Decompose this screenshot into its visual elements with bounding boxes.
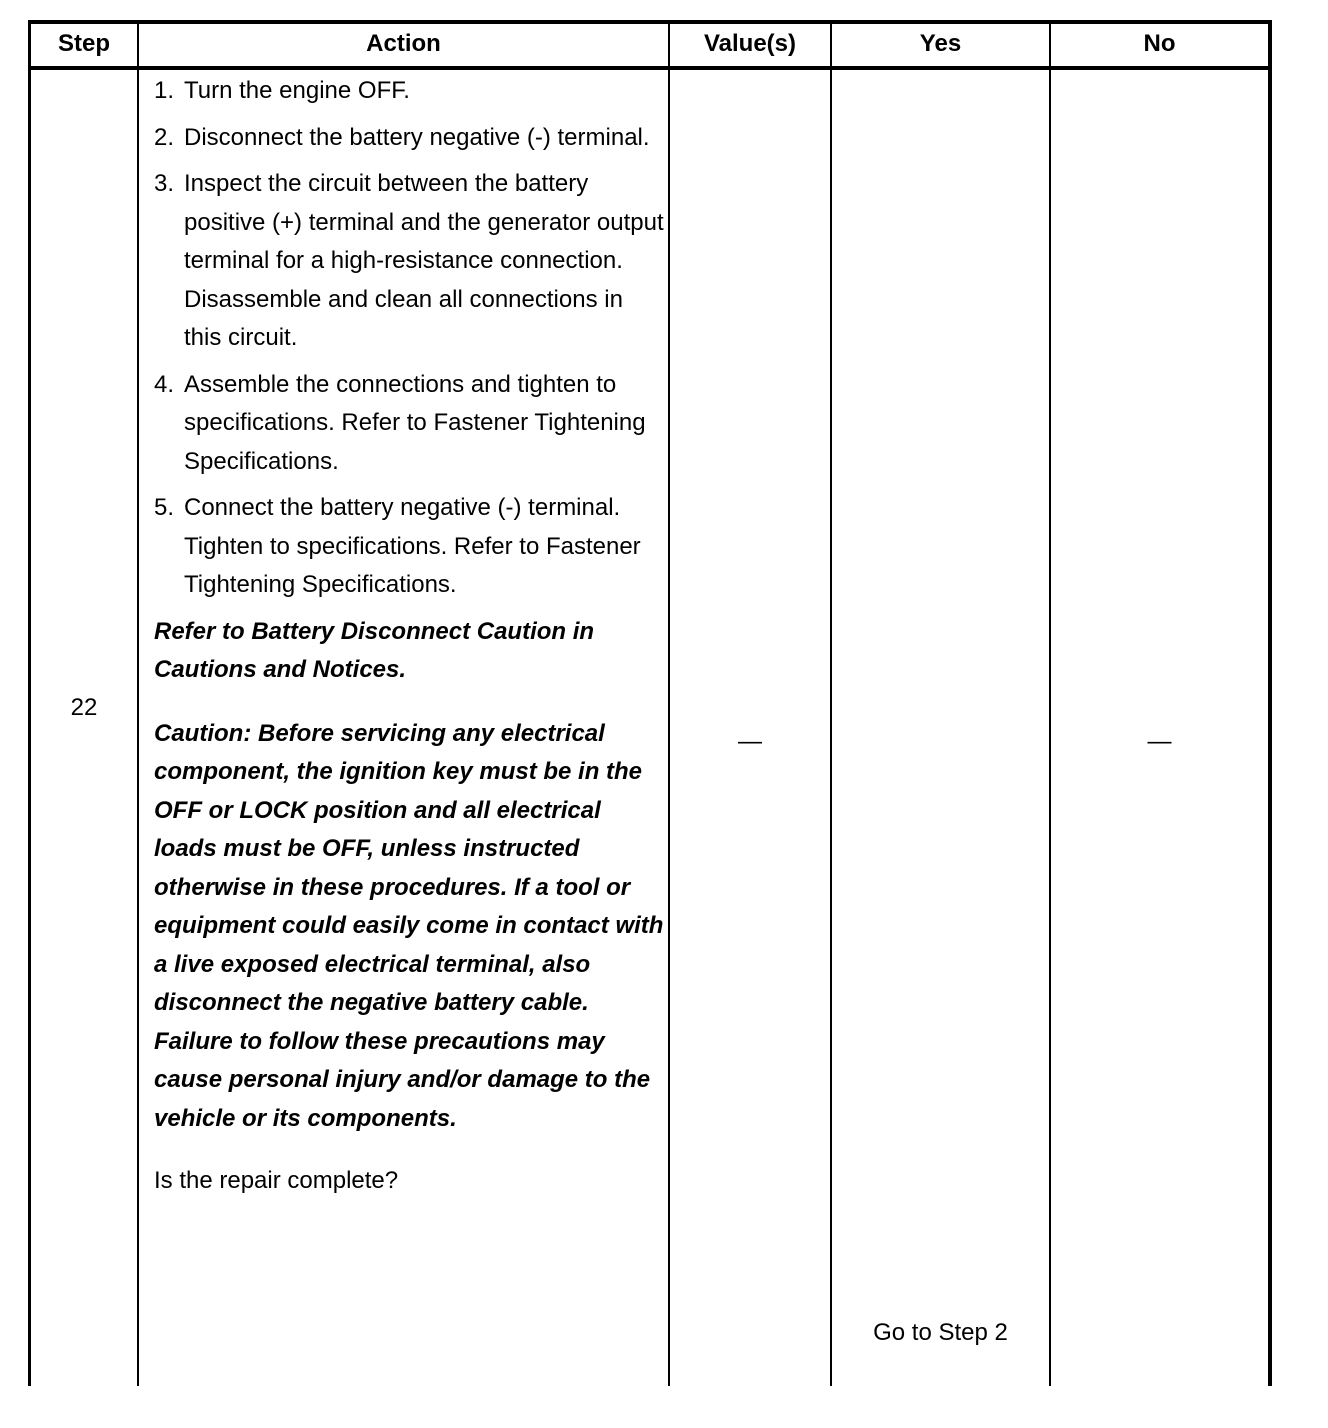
- diagnostic-table: [28, 20, 1272, 1386]
- action-step-text: Disconnect the battery negative (-) terminal.: [184, 123, 650, 151]
- header-yes: Yes: [919, 30, 962, 57]
- no-cell: —: [1147, 728, 1172, 755]
- header-values: Value(s): [703, 30, 797, 57]
- header-step: Step: [57, 30, 110, 57]
- action-step: [154, 366, 664, 482]
- battery-disconnect-reference: Refer to Battery Disconnect Caution in Cautions and Notices.: [154, 617, 595, 683]
- header-divider: [28, 66, 1272, 70]
- header-action: Action: [366, 30, 441, 57]
- action-step: [154, 489, 664, 605]
- column-divider-yes: [1049, 20, 1051, 1386]
- column-divider-action: [668, 20, 670, 1386]
- action-step-text: Turn the engine OFF.: [184, 77, 410, 104]
- action-step-number: 1.: [154, 77, 175, 104]
- action-step-number: 4.: [154, 370, 175, 398]
- table-right-border: [1268, 20, 1272, 1386]
- action-step: [154, 165, 664, 358]
- yes-cell: Go to Step 2: [873, 1319, 1008, 1346]
- action-step-list: [154, 72, 664, 605]
- action-step-text: Connect the battery negative (-) terminal. Tighten to specifications. Refer to Fastener Tightening Specifications.: [184, 494, 641, 598]
- column-divider-values: [830, 20, 832, 1386]
- action-step-number: 5.: [154, 494, 175, 521]
- header-no: No: [1143, 30, 1176, 57]
- action-step-number: 3.: [154, 170, 175, 197]
- action-step: [154, 72, 664, 111]
- action-step: [154, 119, 664, 158]
- step-number: 22: [70, 694, 98, 721]
- action-step-text: Assemble the connections and tighten to specifications. Refer to Fastener Tightening Specifications.: [184, 370, 646, 475]
- action-step-number: 2.: [154, 123, 175, 151]
- repair-question: Is the repair complete?: [154, 1167, 399, 1194]
- action-cell: [154, 72, 664, 1201]
- action-step-text: Inspect the circuit between the battery positive (+) terminal and the generator output terminal for a high-resistance connection. Disassemble and clean all connections in this circuit.: [184, 170, 664, 351]
- caution-text: Caution: Before servicing any electrical component, the ignition key must be in the OFF or LOCK position and all electrical loads must be OFF, unless instructed otherwise in these procedures. If a tool or equipment could easily come in contact with a live exposed electrical terminal, also disconnect the negative battery cable. Failure to follow these precautions may cause personal injury and/or damage to the vehicle or its components.: [154, 719, 664, 1132]
- column-divider-step: [137, 20, 139, 1386]
- values-cell: —: [738, 728, 762, 755]
